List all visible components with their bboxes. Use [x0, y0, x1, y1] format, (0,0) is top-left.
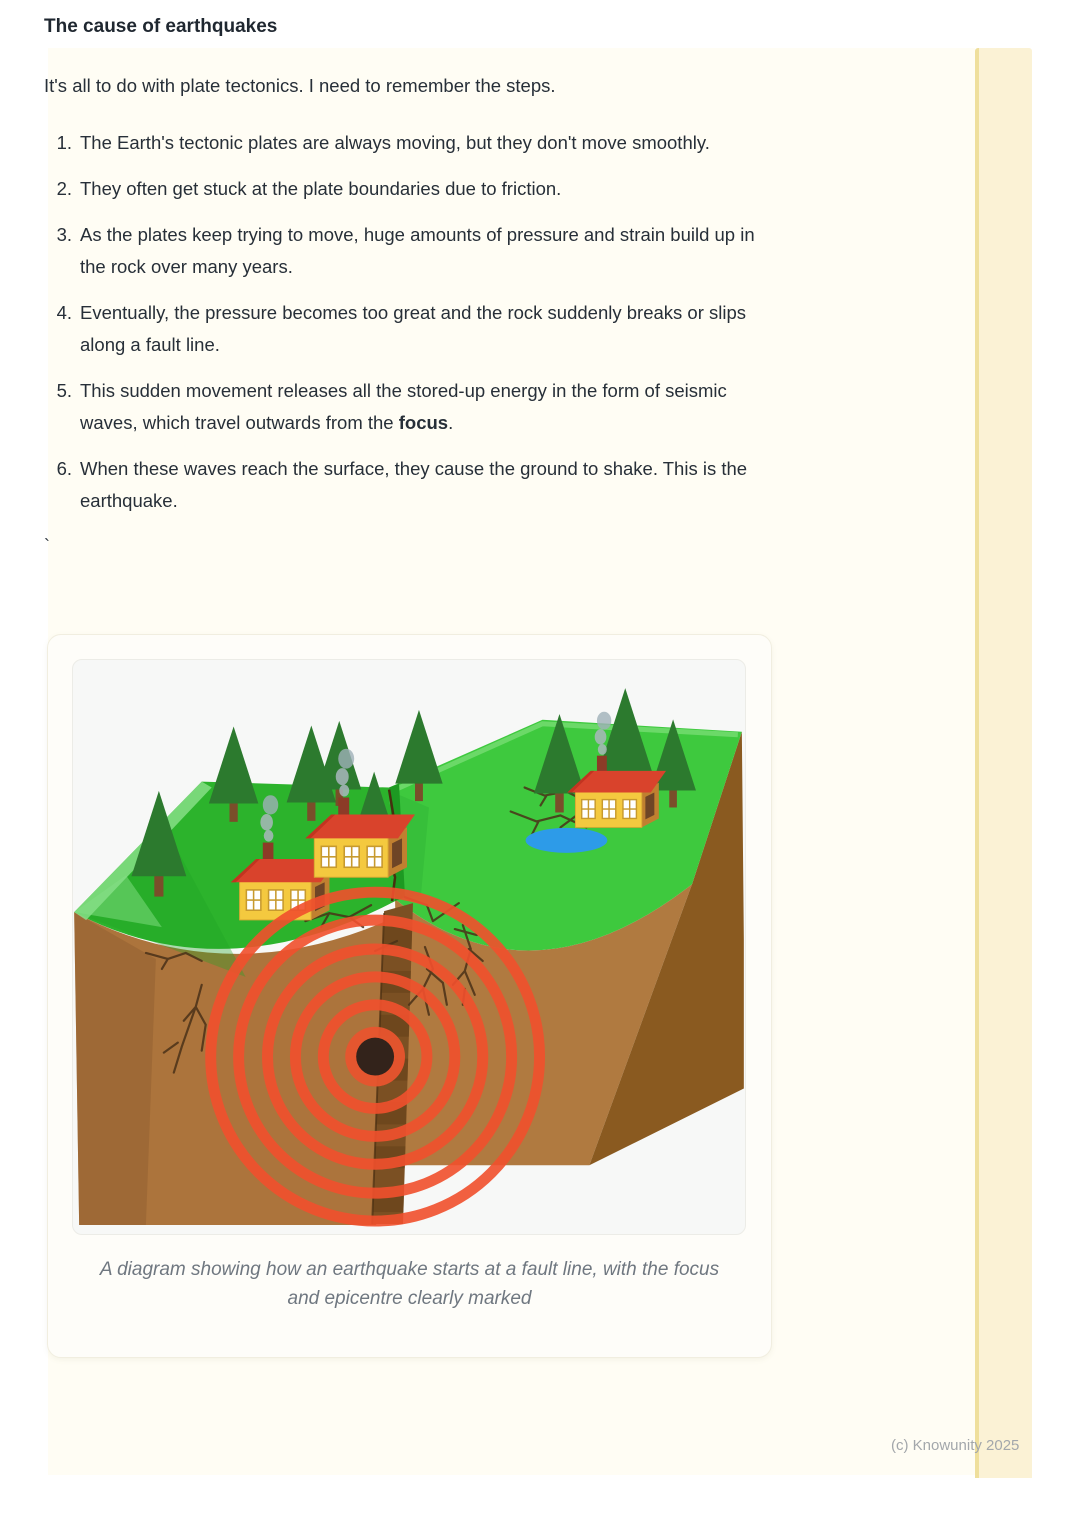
intro-paragraph: It's all to do with plate tectonics. I need to remember the steps. — [44, 75, 556, 96]
list-number: 4. — [56, 302, 72, 323]
stray-backtick: ` — [44, 536, 50, 556]
fault-block-illustration — [73, 660, 745, 1234]
earthquake-diagram-card — [47, 634, 772, 1358]
list-item-text: They often get stuck at the plate boundaries due to friction. — [80, 178, 562, 199]
list-number: 2. — [56, 178, 72, 199]
list-item — [44, 173, 804, 205]
list-number: 1. — [56, 132, 72, 153]
list-item — [44, 375, 804, 439]
copyright-watermark: (c) Knowunity 2025 — [891, 1437, 1020, 1454]
document-body — [44, 0, 804, 561]
list-item — [44, 453, 804, 517]
figure-caption: A diagram showing how an earthquake starts at a fault line, with the focus and epicentre clearly marked — [99, 1259, 720, 1309]
list-item — [44, 297, 804, 361]
list-item — [44, 127, 804, 159]
list-item-text: The Earth's tectonic plates are always moving, but they don't move smoothly. — [80, 132, 710, 153]
pond — [526, 828, 608, 853]
list-number: 5. — [56, 380, 72, 401]
list-item-text: When these waves reach the surface, they cause the ground to shake. This is the earthquake. — [80, 458, 748, 511]
list-number: 6. — [56, 458, 72, 479]
bold-keyword-focus: focus — [398, 412, 449, 433]
list-item-text: This sudden movement releases all the stored-up energy in the form of seismic waves, which travel outwards from the focus. — [80, 380, 727, 433]
list-item-text: Eventually, the pressure becomes too great and the rock suddenly breaks or slips along a fault line. — [80, 302, 747, 355]
page-title: The cause of earthquakes — [44, 16, 278, 37]
list-number: 3. — [56, 224, 72, 245]
list-item — [44, 219, 804, 283]
focus-point — [356, 1038, 394, 1076]
earthquake-steps-list — [44, 127, 804, 517]
earthquake-diagram-image — [72, 659, 746, 1235]
notebook-binding-stripe — [975, 48, 1032, 1478]
list-item-text: As the plates keep trying to move, huge amounts of pressure and strain build up in the rock over many years. — [80, 224, 755, 277]
